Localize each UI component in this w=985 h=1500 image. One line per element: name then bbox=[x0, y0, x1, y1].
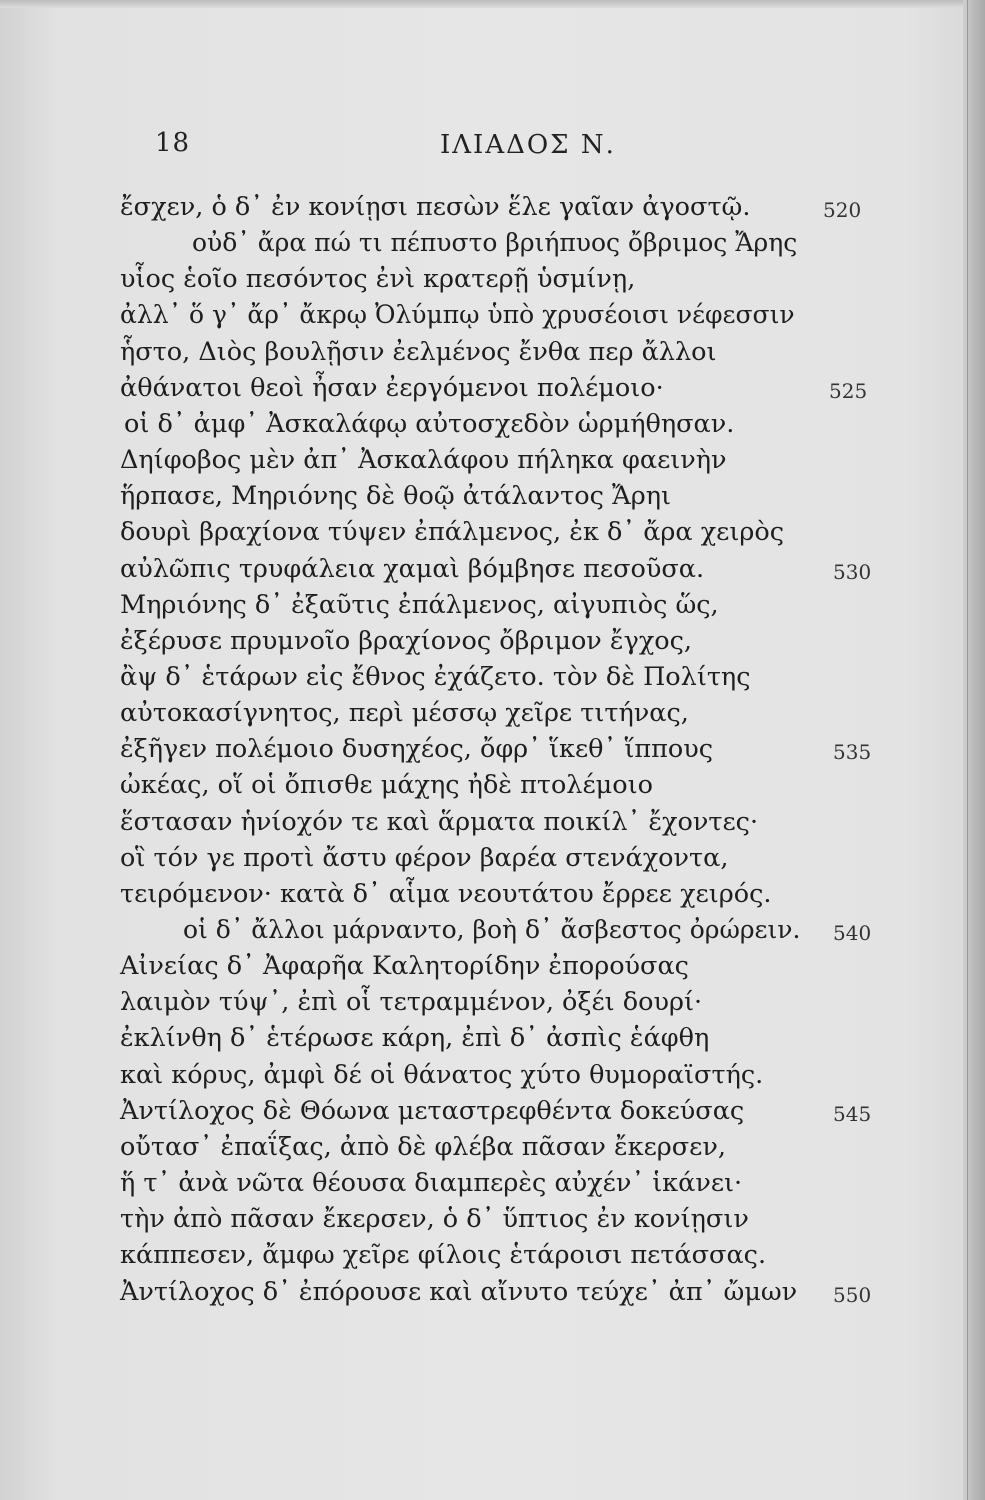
verse-line: Ἀντίλοχος δὲ Θόωνα μεταστρεφθέντα δοκεύσας bbox=[120, 1096, 745, 1126]
verse-line: οἱ δ᾽ ἄλλοι μάρναντο, βοὴ δ᾽ ἄσβεστος ὀρώρειν. bbox=[183, 915, 801, 944]
verse-line: λαιμὸν τύψ᾽, ἐπὶ οἷ τετραμμένον, ὀξέι δουρί· bbox=[120, 987, 703, 1017]
verse-line: κάππεσεν, ἄμφω χεῖρε φίλοις ἑτάροισι πετάσσας. bbox=[120, 1240, 767, 1270]
verse-line: οἱ δ᾽ ἀμφ᾽ Ἀσκαλάφῳ αὐτοσχεδὸν ὡρμήθησαν. bbox=[124, 409, 735, 439]
verse-line: οὔτασ᾽ ἐπαΐξας, ἀπὸ δὲ φλέβα πᾶσαν ἔκερσεν, bbox=[120, 1132, 726, 1162]
page-top-edge bbox=[0, 0, 985, 8]
verse-line: ἕστασαν ἡνίοχόν τε καὶ ἅρματα ποικίλ᾽ ἔχοντες· bbox=[120, 807, 759, 837]
verse-line: καὶ κόρυς, ἀμφὶ δέ οἱ θάνατος χύτο θυμοραϊστής. bbox=[120, 1060, 764, 1090]
verse-line: Μηριόνης δ᾽ ἐξαῦτις ἐπάλμενος, αἰγυπιὸς ὥς, bbox=[120, 590, 719, 620]
page-number: 18 bbox=[155, 128, 191, 158]
verse-line-number: 540 bbox=[833, 921, 872, 945]
verse-line-number: 550 bbox=[833, 1283, 872, 1307]
verse-line: ἥ τ᾽ ἀνὰ νῶτα θέουσα διαμπερὲς αὐχέν᾽ ἱκάνει· bbox=[120, 1168, 743, 1198]
verse-line: Ἀντίλοχος δ᾽ ἐπόρουσε καὶ αἴνυτο τεύχε᾽ ἀπ᾽ ὤμων bbox=[120, 1277, 798, 1307]
verse-line: ἐκλίνθη δ᾽ ἑτέρωσε κάρη, ἐπὶ δ᾽ ἀσπὶς ἑάφθη bbox=[120, 1023, 710, 1053]
verse-line: τειρόμενον· κατὰ δ᾽ αἷμα νεουτάτου ἔρρεε χειρός. bbox=[120, 879, 772, 909]
page-header bbox=[0, 128, 985, 168]
verse-line: δουρὶ βραχίονα τύψεν ἐπάλμενος, ἐκ δ᾽ ἄρα χειρὸς bbox=[120, 517, 785, 547]
verse-line: Αἰνείας δ᾽ Ἀφαρῆα Καλητορίδην ἐπορούσας bbox=[120, 951, 689, 981]
verse-line: ὠκέας, οἵ οἱ ὄπισθε μάχης ἠδὲ πτολέμοιο bbox=[120, 770, 653, 800]
verse-line: υἷος ἑοῖο πεσόντος ἐνὶ κρατερῇ ὑσμίνῃ, bbox=[120, 264, 636, 294]
verse-line: οἳ τόν γε προτὶ ἄστυ φέρον βαρέα στενάχοντα, bbox=[120, 843, 729, 873]
verse-line: αὐτοκασίγνητος, περὶ μέσσῳ χεῖρε τιτήνας, bbox=[120, 698, 689, 728]
verse-line: ἀλλ᾽ ὅ γ᾽ ἄρ᾽ ἄκρῳ Ὀλύμπῳ ὑπὸ χρυσέοισι νέφεσσιν bbox=[120, 300, 795, 329]
verse-line-number: 525 bbox=[829, 379, 868, 403]
running-title: ΙΛΙΑΔΟΣ Ν. bbox=[440, 130, 616, 160]
verse-line: ἐξῆγεν πολέμοιο δυσηχέος, ὄφρ᾽ ἵκεθ᾽ ἵππους bbox=[120, 734, 714, 764]
verse-line: ἥρπασε, Μηριόνης δὲ θοῷ ἀτάλαντος Ἄρηι bbox=[120, 481, 671, 511]
verse-line: αὐλῶπις τρυφάλεια χαμαὶ βόμβησε πεσοῦσα. bbox=[120, 554, 705, 584]
verse-line-number: 545 bbox=[833, 1102, 872, 1126]
verse-line: ἀθάνατοι θεοὶ ἦσαν ἐεργόμενοι πολέμοιο· bbox=[120, 373, 664, 403]
verse-line: Δηίφοβος μὲν ἀπ᾽ Ἀσκαλάφου πήληκα φαεινὴν bbox=[120, 445, 727, 475]
verse-line: ἐξέρυσε πρυμνοῖο βραχίονος ὄβριμον ἔγχος, bbox=[120, 626, 693, 656]
verse-line: ἂψ δ᾽ ἑτάρων εἰς ἔθνος ἐχάζετο. τὸν δὲ Πολίτης bbox=[120, 662, 751, 692]
verse-line-number: 535 bbox=[833, 740, 872, 764]
verse-line: ἔσχεν, ὁ δ᾽ ἐν κονίῃσι πεσὼν ἕλε γαῖαν ἀγοστῷ. bbox=[120, 192, 751, 222]
verse-line-number: 520 bbox=[823, 198, 862, 222]
verse-line: τὴν ἀπὸ πᾶσαν ἔκερσεν, ὁ δ᾽ ὕπτιος ἐν κονίῃσιν bbox=[120, 1204, 749, 1234]
verse-line: ἧστο, Διὸς βουλῇσιν ἐελμένος ἔνθα περ ἄλλοι bbox=[120, 337, 717, 367]
verse-line-number: 530 bbox=[833, 560, 872, 584]
page-right-edge bbox=[963, 0, 985, 1500]
verse-line: οὐδ᾽ ἄρα πώ τι πέπυστο βριήπυος ὄβριμος Ἄρης bbox=[192, 228, 798, 257]
